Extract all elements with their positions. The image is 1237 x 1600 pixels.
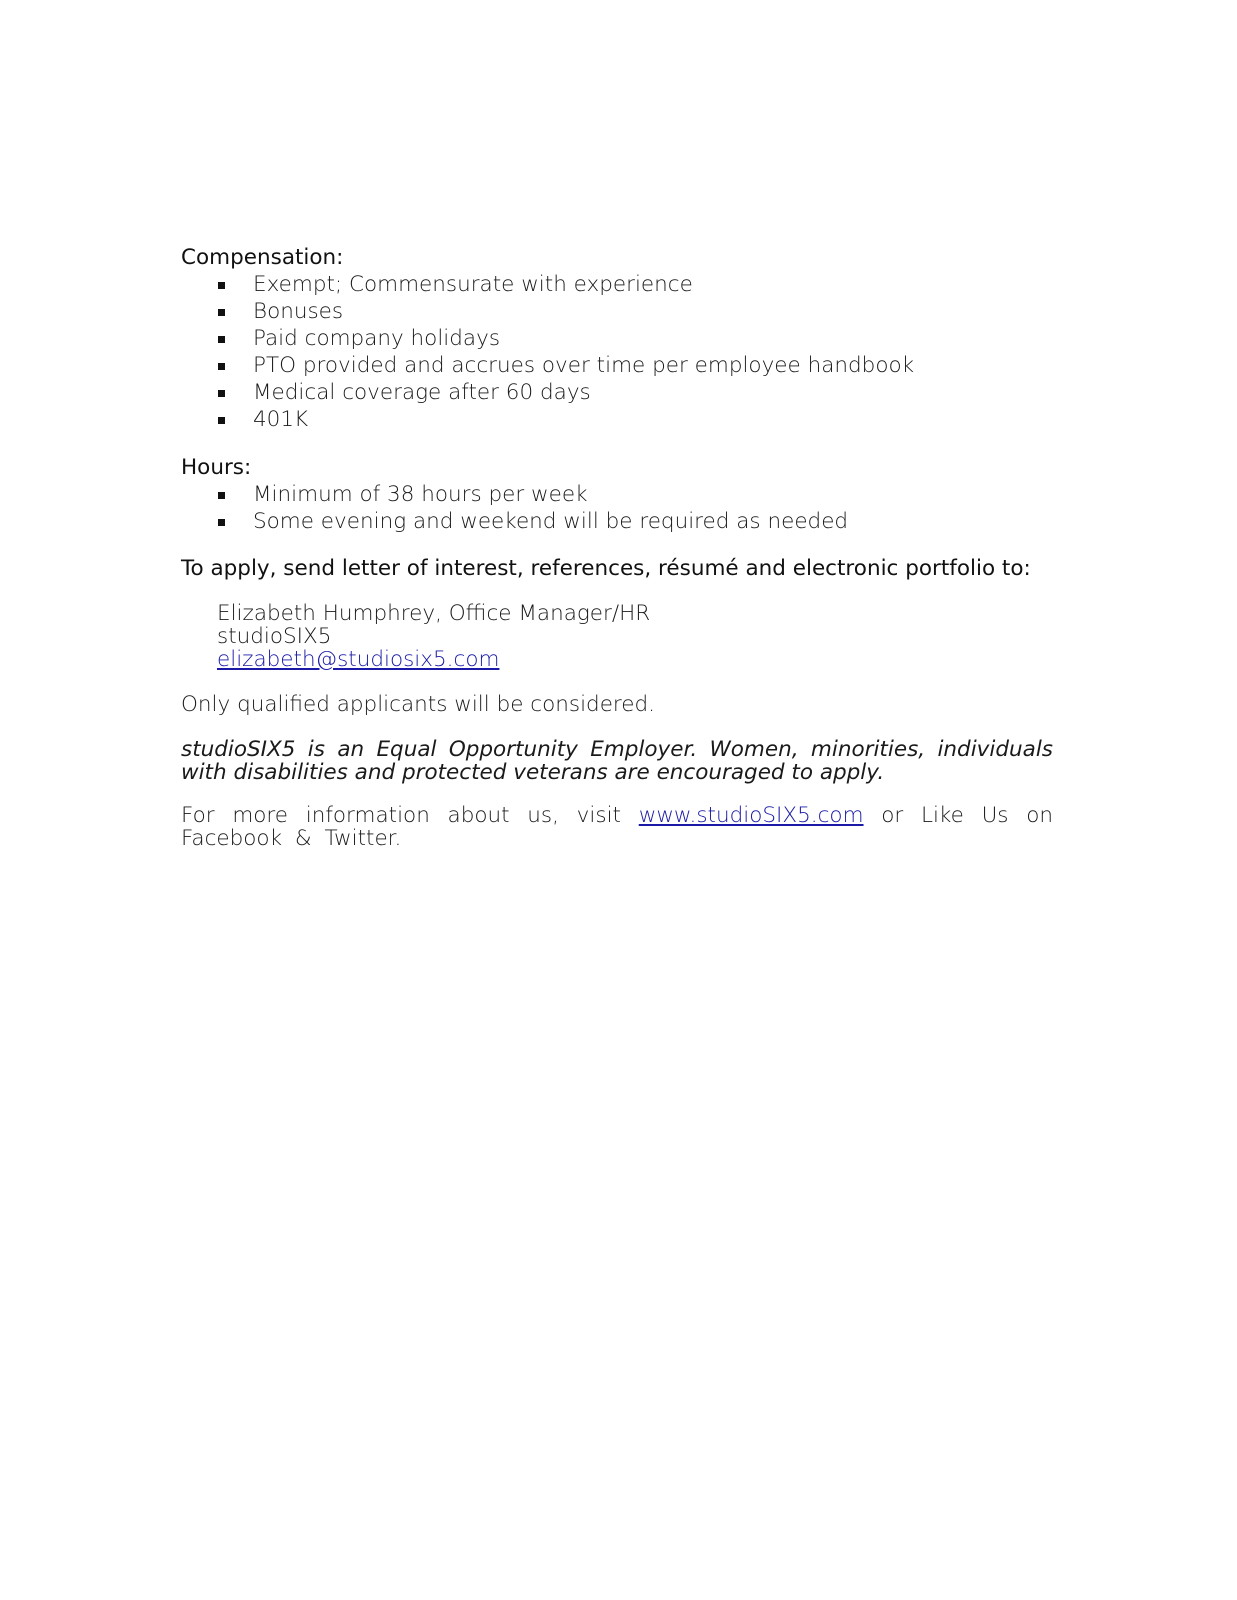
qualified-note: Only qualified applicants will be considered. xyxy=(181,692,656,717)
more-info-paragraph xyxy=(181,804,1053,850)
list-item-text: Bonuses xyxy=(253,299,344,324)
hours-list xyxy=(181,481,1053,535)
list-item xyxy=(181,352,1053,379)
square-bullet-icon xyxy=(218,336,225,343)
email-link[interactable]: elizabeth@studiosix5.com xyxy=(217,647,500,672)
square-bullet-icon xyxy=(218,519,225,526)
spacer xyxy=(181,433,1053,454)
website-link[interactable]: www.studioSIX5.com xyxy=(638,803,864,828)
spacer xyxy=(181,535,1053,555)
more-info-suffix: or Like Us on Facebook & Twitter. xyxy=(181,803,1054,851)
list-item-text: PTO provided and accrues over time per employee handbook xyxy=(253,353,915,378)
list-item xyxy=(181,271,1053,298)
spacer xyxy=(181,784,1053,804)
list-item xyxy=(181,481,1053,508)
list-item-text: Some evening and weekend will be required as needed xyxy=(253,509,849,534)
list-item xyxy=(181,406,1053,433)
list-item xyxy=(181,298,1053,325)
spacer xyxy=(181,582,1053,602)
more-info-prefix: For more information about us, visit xyxy=(181,803,621,828)
square-bullet-icon xyxy=(218,363,225,370)
list-item xyxy=(181,325,1053,352)
spacer xyxy=(181,718,1053,738)
spacer xyxy=(181,671,1053,691)
contact-name: Elizabeth Humphrey, Office Manager/HR xyxy=(217,601,651,626)
apply-heading: To apply, send letter of interest, references, résumé and electronic portfolio to: xyxy=(181,556,1031,581)
list-item xyxy=(181,508,1053,535)
square-bullet-icon xyxy=(218,390,225,397)
document-content xyxy=(181,244,1053,850)
square-bullet-icon xyxy=(218,282,225,289)
contact-block xyxy=(181,602,1053,671)
square-bullet-icon xyxy=(218,309,225,316)
list-item-text: Paid company holidays xyxy=(253,326,501,351)
list-item-text: Medical coverage after 60 days xyxy=(253,380,591,405)
list-item xyxy=(181,379,1053,406)
hours-heading: Hours: xyxy=(181,455,252,480)
eeo-statement: studioSIX5 is an Equal Opportunity Employer. Women, minorities, individuals with disabilities and protected veterans are encouraged to apply. xyxy=(181,737,1053,785)
compensation-list xyxy=(181,271,1053,433)
list-item-text: Minimum of 38 hours per week xyxy=(253,482,588,507)
square-bullet-icon xyxy=(218,417,225,424)
contact-company: studioSIX5 xyxy=(217,624,332,649)
square-bullet-icon xyxy=(218,492,225,499)
compensation-heading: Compensation: xyxy=(181,245,344,270)
list-item-text: Exempt; Commensurate with experience xyxy=(253,272,693,297)
list-item-text: 401K xyxy=(253,407,309,432)
